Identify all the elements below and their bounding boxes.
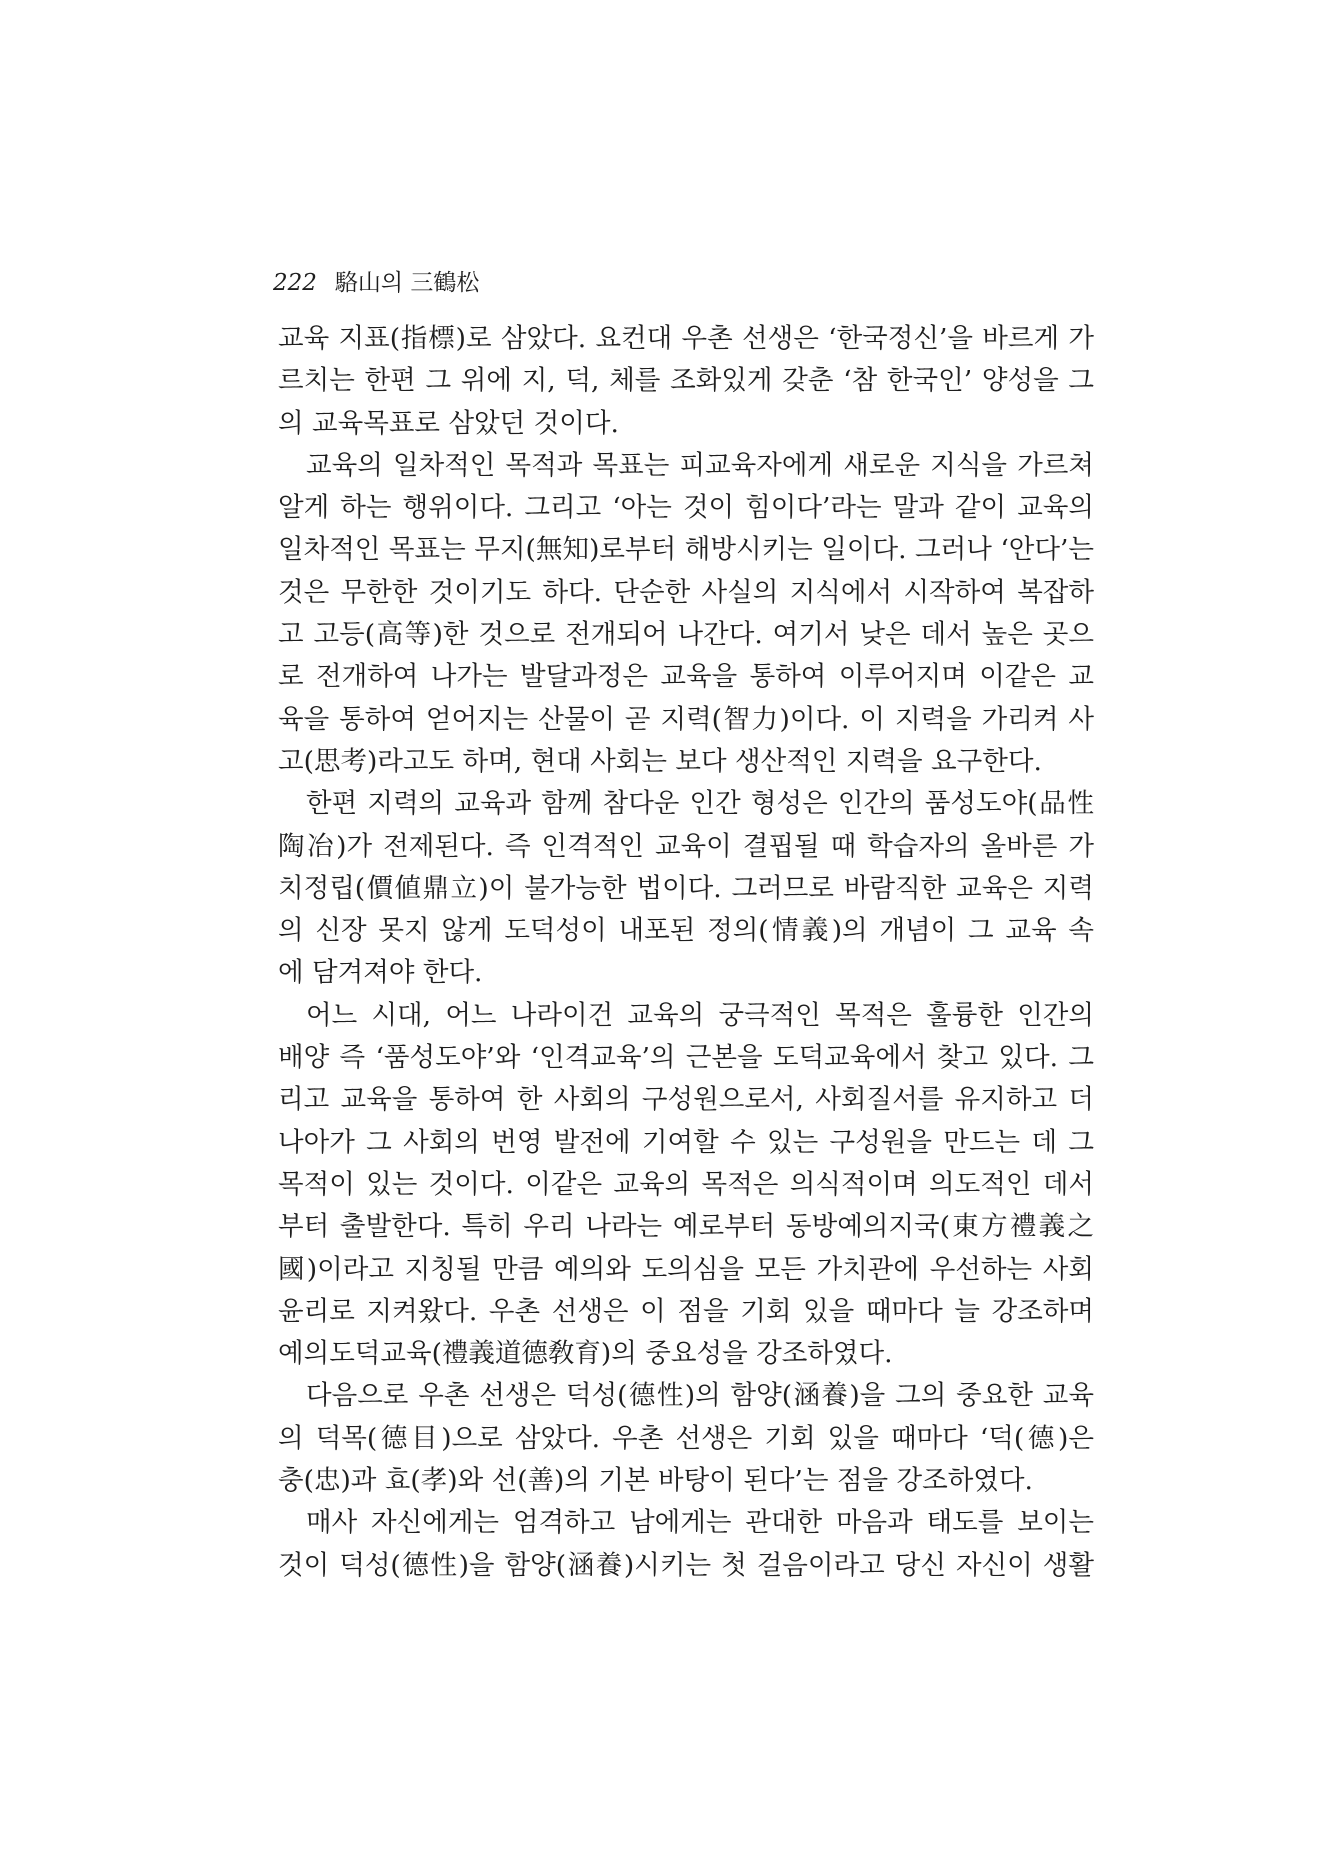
text-line: 배양 즉 ‘품성도야’와 ‘인격교육’의 근본을 도덕교육에서 찾고 있다. 그 (278, 1042, 1094, 1074)
text-line: 것은 무한한 것이기도 하다. 단순한 사실의 지식에서 시작하여 복잡하 (278, 576, 1094, 608)
text-line: 교육의 일차적인 목적과 목표는 피교육자에게 새로운 지식을 가르쳐 (306, 449, 1094, 481)
text-line: 윤리로 지켜왔다. 우촌 선생은 이 점을 기회 있을 때마다 늘 강조하며 (278, 1295, 1094, 1327)
text-line: 일차적인 목표는 무지(無知)로부터 해방시키는 일이다. 그러나 ‘안다’는 (278, 534, 1094, 566)
text-line: 육을 통하여 얻어지는 산물이 곧 지력(智力)이다. 이 지력을 가리켜 사 (278, 703, 1094, 735)
text-line: 부터 출발한다. 특히 우리 나라는 예로부터 동방예의지국(東方禮義之 (278, 1211, 1094, 1243)
text-line: 의 신장 못지 않게 도덕성이 내포된 정의(情義)의 개념이 그 교육 속 (278, 915, 1094, 947)
text-line: 한편 지력의 교육과 함께 참다운 인간 형성은 인간의 품성도야(品性 (306, 788, 1094, 820)
text-line: 것이 덕성(德性)을 함양(涵養)시키는 첫 걸음이라고 당신 자신이 생활 (278, 1549, 1094, 1581)
text-line: 충(忠)과 효(孝)와 선(善)의 기본 바탕이 된다’는 점을 강조하였다. (278, 1465, 1033, 1497)
text-line: 교육 지표(指標)로 삼았다. 요컨대 우촌 선생은 ‘한국정신’을 바르게 가 (278, 323, 1094, 354)
text-line: 르치는 한편 그 위에 지, 덕, 체를 조화있게 갖춘 ‘참 한국인’ 양성을 그 (278, 365, 1094, 397)
text-line: 의 덕목(德目)으로 삼았다. 우촌 선생은 기회 있을 때마다 ‘덕(德)은 (278, 1422, 1094, 1454)
text-line: 다음으로 우촌 선생은 덕성(德性)의 함양(涵養)을 그의 중요한 교육 (306, 1380, 1094, 1412)
running-header (273, 268, 479, 298)
text-line: 陶冶)가 전제된다. 즉 인격적인 교육이 결핍될 때 학습자의 올바른 가 (278, 830, 1094, 862)
book-title: 駱山의 三鶴松 (334, 270, 480, 296)
text-line: 에 담겨져야 한다. (278, 957, 483, 989)
text-line: 고 고등(高等)한 것으로 전개되어 나간다. 여기서 낮은 데서 높은 곳으 (278, 619, 1094, 651)
text-line: 國)이라고 지칭될 만큼 예의와 도의심을 모든 가치관에 우선하는 사회 (278, 1253, 1094, 1285)
text-line: 리고 교육을 통하여 한 사회의 구성원으로서, 사회질서를 유지하고 더 (278, 1084, 1094, 1116)
text-line: 매사 자신에게는 엄격하고 남에게는 관대한 마음과 태도를 보이는 (306, 1507, 1094, 1539)
paragraph (278, 318, 1094, 445)
paragraph (278, 445, 1094, 783)
paragraph (278, 1502, 1094, 1587)
text-line: 치정립(價値鼎立)이 불가능한 법이다. 그러므로 바람직한 교육은 지력 (278, 872, 1094, 904)
paragraph (278, 995, 1094, 1376)
text-line: 알게 하는 행위이다. 그리고 ‘아는 것이 힘이다’라는 말과 같이 교육의 (278, 492, 1094, 524)
paragraph (278, 1375, 1094, 1502)
text-line: 의 교육목표로 삼았던 것이다. (278, 407, 619, 439)
paragraph (278, 783, 1094, 994)
text-line: 목적이 있는 것이다. 이같은 교육의 목적은 의식적이며 의도적인 데서 (278, 1168, 1094, 1200)
text-line: 로 전개하여 나가는 발달과정은 교육을 통하여 이루어지며 이같은 교 (278, 661, 1094, 693)
text-line: 예의도덕교육(禮義道德敎育)의 중요성을 강조하였다. (278, 1338, 893, 1370)
text-line: 나아가 그 사회의 번영 발전에 기여할 수 있는 구성원을 만드는 데 그 (278, 1126, 1094, 1158)
text-line: 고(思考)라고도 하며, 현대 사회는 보다 생산적인 지력을 요구한다. (278, 745, 1042, 777)
text-line: 어느 시대, 어느 나라이건 교육의 궁극적인 목적은 훌륭한 인간의 (306, 999, 1094, 1031)
body-text (278, 318, 1094, 1587)
page-number: 222 (273, 270, 317, 296)
